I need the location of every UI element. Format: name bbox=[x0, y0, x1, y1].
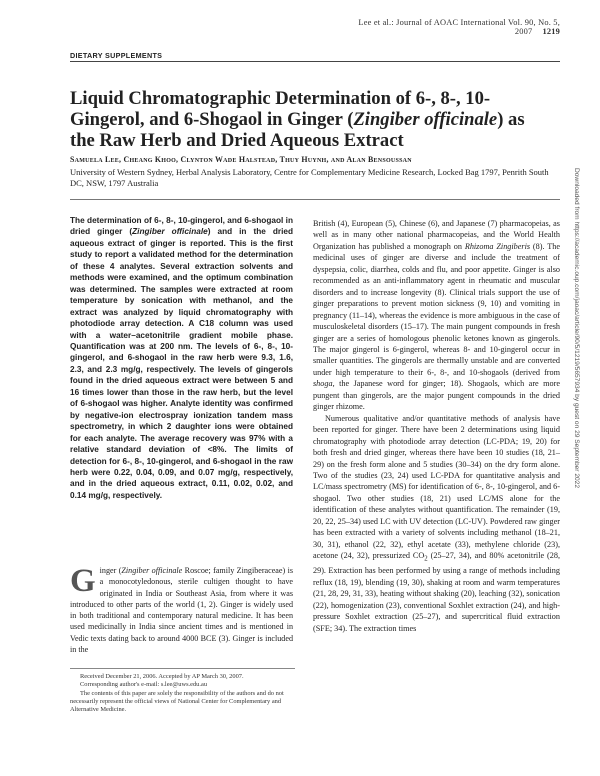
p1-part-a: British (4), European (5), Chinese (6), and Japanese (7) pharmacopeias, as well as in many other national pharmacopeias, and the World Health Organization has published a monograph on bbox=[313, 219, 560, 251]
affiliation: University of Western Sydney, Herbal Analysis Laboratory, Centre for Complementary Medicine Research, Locked Bag 1797, Penrith South DC, NSW, 1797 Australia bbox=[70, 167, 549, 188]
footnote-rule bbox=[70, 668, 295, 669]
body-paragraph-1 bbox=[313, 218, 560, 413]
section-tag: DIETARY SUPPLEMENTS bbox=[70, 51, 163, 60]
footnote-received: Received December 21, 2006. Accepted by AP March 30, 2007. bbox=[80, 673, 244, 680]
abstract-part-a: The determination of 6-, 8-, 10-gingerol, and 6-shogaol in dried ginger ( bbox=[70, 216, 293, 237]
author-list: Samuela Lee, Cheang Khoo, Clynton Wade Halstead, Thuy Huynh, and Alan Bensoussan bbox=[70, 155, 412, 164]
intro-part-b: Roscoe; family Zingiberaceae) is a monocotyledonous, sterile cultigen thought to have originated in India or Southeast Asia, from where it was introduced to other parts of the world (1, 2). Ginger is widely used in both traditional and contemporary natural medicine. It has been used medicinally in India since ancient times and is mentioned in Vedic texts dating back to around 4000 BCE (3). Ginger is included in the bbox=[70, 566, 293, 655]
abstract bbox=[70, 215, 293, 501]
right-column bbox=[313, 218, 560, 634]
header-divider bbox=[70, 199, 560, 200]
footnote-disclaimer: The contents of this paper are solely the responsibility of the authors and do not necessarily represent the official views of National Center for Complementary and Alternative Medicine. bbox=[70, 689, 284, 714]
title-species: Zingiber officinale bbox=[353, 109, 498, 130]
footnotes bbox=[70, 673, 295, 714]
body-paragraph-2 bbox=[313, 413, 560, 634]
p1-shoga: shoga bbox=[313, 379, 333, 389]
title-part-post: ) as the Raw Herb and Dried Aqueous Extract bbox=[70, 109, 525, 151]
intro-paragraph bbox=[70, 565, 293, 655]
running-header bbox=[325, 18, 560, 36]
download-watermark bbox=[573, 168, 583, 598]
running-head: Lee et al.: Journal of AOAC International Vol. 90, No. 5, 2007 bbox=[358, 18, 560, 36]
intro-part-a: inger ( bbox=[99, 566, 122, 575]
top-rule bbox=[70, 61, 560, 62]
title-part-pre: Liquid Chromatographic Determination of 6-, 8-, 10-Gingerol, and 6-Shogaol in Ginger ( bbox=[70, 88, 491, 130]
abstract-species: Zingiber officinale bbox=[132, 227, 208, 237]
p1-monograph: Rhizoma Zingiberis bbox=[464, 241, 531, 251]
p2-subscript: 2 bbox=[424, 555, 428, 563]
abstract-part-b: ) and in the dried aqueous extract of ginger is reported. This is the first study to report a validated method for the determination of these 4 analytes. Several extraction solvents and methods were examined, and the optimum combination was determined. The samples were extracted at room temperature by sonication with methanol, and the extract was analyzed by liquid chromatography with photodiode array detection. A C18 column was used with a water–acetonitrile gradient mobile phase. Quantification was at 200 nm. The levels of 6-, 8-, 10-gingerol, and 6-shogaol in the raw herb were 9.3, 1.6, 2.3, and 2.3 mg/g, respectively. The levels of gingerols found in the dried aqueous extract were between 5 and 16 times lower than those in the raw herb, but the level of 6-shogaol was higher. Analyte identity was confirmed by negative-ion electrospray ionization tandem mass spectrometry, in which 2 daughter ions were obtained for each analyte. The average recovery was 97% with a relative standard deviation of <8%. The limits of detection for 6-, 8-, 10-gingerol, and 6-shogaol in the raw herb were 0.22, 0.04, 0.09, and 0.07 mg/g, respectively, and in the dried aqueous extract, 0.11, 0.02, 0.02, and 0.14 mg/g, respectively. bbox=[70, 227, 293, 500]
intro-species: Zingiber officinale bbox=[121, 566, 183, 575]
download-note: Downloaded from https://academic.oup.com/jaoac/article/90/5/1219/5657934 by guest on 29 September 2022 bbox=[573, 168, 580, 489]
footnote-email: Corresponding author's e-mail: s.lee@uws.edu.au bbox=[80, 681, 208, 689]
p1-part-b: (8). The medicinal uses of ginger are diverse and include the treatment of dyspepsia, colic, diarrhea, colds and flu, and poor appetite. Ginger is also recommended as an anti-inflammatory agent in rheumatic and muscular disorders and to increase longevity (8). Clinical trials support the use of ginger preparations to prevent motion sickness (9, 10) and vomiting in pregnancy (11–14), whereas the evidence is more ambiguous in the case of musculoskeletal disorders (15–17). The main pungent compounds in fresh ginger are a series of homologous phenolic ketones known as gingerols. The major gingerol is 6-gingerol, whereas 8- and 10-gingerol occur in smaller quantities. The gingerols are thermally unstable and are converted under high temperature to their 6-, 8-, and 10-shogaols (derived from bbox=[313, 241, 560, 377]
page-number: 1219 bbox=[542, 27, 560, 36]
drop-cap: G bbox=[70, 563, 96, 599]
p1-part-c: , the Japanese word for ginger; 18). Shogaols, which are more pungent than gingerols, are the major pungent compounds in the dried ginger rhizome. bbox=[313, 379, 560, 412]
article-title bbox=[70, 88, 540, 151]
p2-part-b: (25–27, 34), and 80% acetonitrile (28, 29). Extraction has been performed by using a range of methods including reflux (18, 19), blending (19, 30), shaking at room and warm temperatures (21, 28, 29, 31, 33), heating without shaking (20), leaching (32), sonication (22), homogenization (23), conventional Soxhlet extraction (24), and high-pressure Soxhlet extraction (25–27), and supercritical fluid extraction (SFE; 34). The extraction times bbox=[313, 551, 560, 633]
p2-part-a: Numerous qualitative and/or quantitative methods of analysis have been reported for ginger. There have been 2 determinations using liquid chromatography with photodiode array detection (LC-PDA; 19, 20) for both fresh and dried ginger, whereas there have been 10 studies (18, 21–29) on the fresh form alone and 5 studies (30–34) on the dry form alone. Two of the studies (23, 24) used LC-PDA for quantitative analysis and LC/mass spectrometry (MS) for identification of 6-, 8-, 10-gingerol, and 6-shogaol. Two other studies (18, 21) used LC/MS alone for the identification of these analytes without quantification. The remainder (19, 20, 22, 25–34) used LC with UV detection (LC-UV). Powdered raw ginger has been extracted with a variety of solvents including methanol (18–21, 30, 31), ethanol (22, 32), ethyl acetate (33), methylene chloride (23), acetone (24, 32), pressurized CO bbox=[313, 413, 560, 561]
